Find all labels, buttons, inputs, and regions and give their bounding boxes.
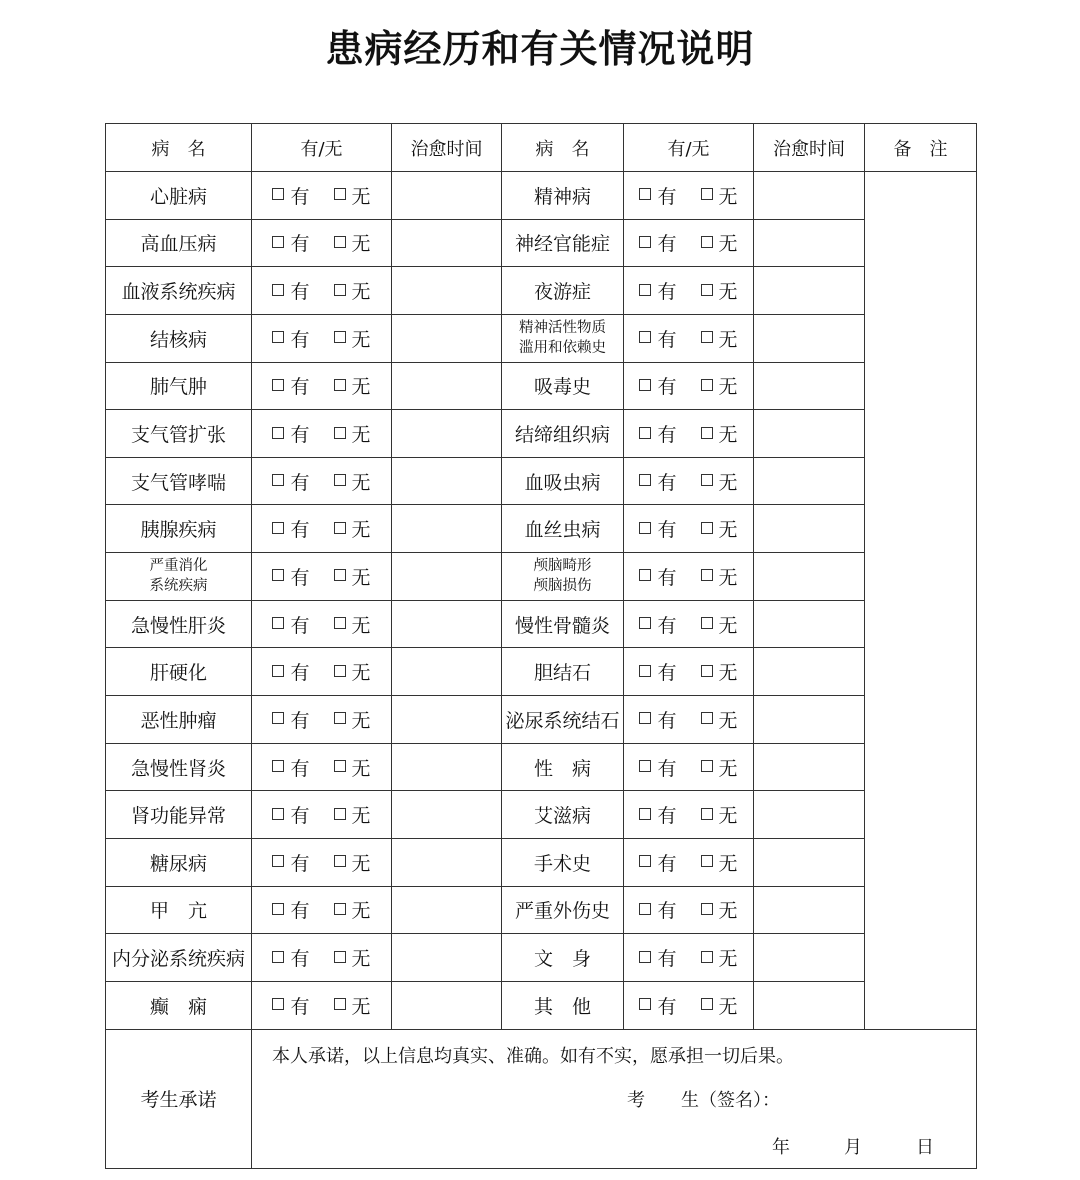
no-label: 无 [718, 566, 738, 589]
yes-no-right [624, 457, 754, 505]
table-row [106, 648, 977, 696]
disease-name-right: 结缔组织病 [502, 410, 624, 458]
no-checkbox[interactable] [334, 522, 346, 534]
promise-content [252, 1029, 977, 1168]
yes-no-left [252, 648, 392, 696]
no-checkbox[interactable] [334, 569, 346, 581]
yes-label: 有 [657, 614, 677, 637]
cure-time-left[interactable] [392, 457, 502, 505]
yes-checkbox[interactable] [272, 284, 284, 296]
yes-checkbox[interactable] [272, 427, 284, 439]
table-row [106, 981, 977, 1029]
disease-name-left: 糖尿病 [106, 838, 252, 886]
yes-label: 有 [657, 709, 677, 732]
no-label: 无 [351, 328, 371, 351]
no-checkbox[interactable] [334, 188, 346, 200]
cure-time-left[interactable] [392, 219, 502, 267]
no-label: 无 [718, 900, 738, 923]
no-label: 无 [351, 566, 371, 589]
disease-name-right: 血丝虫病 [502, 505, 624, 553]
header-cure-time: 治愈时间 [392, 124, 502, 172]
yes-checkbox[interactable] [639, 474, 651, 486]
yes-checkbox[interactable] [639, 855, 651, 867]
no-checkbox[interactable] [701, 855, 713, 867]
no-label: 无 [351, 233, 371, 256]
cure-time-right[interactable] [754, 267, 865, 315]
no-checkbox[interactable] [334, 808, 346, 820]
no-checkbox[interactable] [701, 427, 713, 439]
yes-label: 有 [657, 471, 677, 494]
table-row [106, 219, 977, 267]
disease-name-left: 肾功能异常 [106, 791, 252, 839]
yes-label: 有 [290, 805, 310, 828]
cure-time-right[interactable] [754, 505, 865, 553]
table-row [106, 505, 977, 553]
signature-label[interactable]: 考 生（签名）： [627, 1089, 780, 1111]
yes-checkbox[interactable] [639, 427, 651, 439]
disease-name-right: 夜游症 [502, 267, 624, 315]
yes-no-right [624, 743, 754, 791]
yes-no-left [252, 886, 392, 934]
disease-name-left: 血液系统疾病 [106, 267, 252, 315]
cure-time-left[interactable] [392, 981, 502, 1029]
no-checkbox[interactable] [701, 903, 713, 915]
disease-name-right: 泌尿系统结石 [502, 696, 624, 744]
yes-no-left [252, 838, 392, 886]
yes-label: 有 [290, 281, 310, 304]
yes-checkbox[interactable] [639, 808, 651, 820]
cure-time-right[interactable] [754, 934, 865, 982]
no-label: 无 [718, 995, 738, 1018]
yes-checkbox[interactable] [639, 760, 651, 772]
disease-name-left: 支气管扩张 [106, 410, 252, 458]
cure-time-right[interactable] [754, 410, 865, 458]
cure-time-left[interactable] [392, 172, 502, 220]
yes-checkbox[interactable] [639, 236, 651, 248]
no-label: 无 [718, 471, 738, 494]
yes-label: 有 [290, 233, 310, 256]
yes-label: 有 [657, 995, 677, 1018]
no-label: 无 [351, 471, 371, 494]
cure-time-left[interactable] [392, 696, 502, 744]
yes-no-right [624, 267, 754, 315]
yes-no-right [624, 600, 754, 648]
yes-checkbox[interactable] [639, 284, 651, 296]
no-checkbox[interactable] [334, 665, 346, 677]
table-row [106, 553, 977, 601]
yes-label: 有 [290, 995, 310, 1018]
cure-time-right[interactable] [754, 791, 865, 839]
yes-label: 有 [657, 233, 677, 256]
yes-checkbox[interactable] [272, 855, 284, 867]
date-label[interactable]: 年 月 日 [772, 1136, 934, 1158]
yes-label: 有 [290, 471, 310, 494]
yes-checkbox[interactable] [272, 712, 284, 724]
table-row [106, 743, 977, 791]
cure-time-right[interactable] [754, 648, 865, 696]
header-remarks: 备 注 [865, 124, 977, 172]
yes-label: 有 [657, 566, 677, 589]
no-checkbox[interactable] [334, 903, 346, 915]
header-disease-name: 病 名 [106, 124, 252, 172]
yes-checkbox[interactable] [272, 903, 284, 915]
yes-checkbox[interactable] [272, 665, 284, 677]
yes-no-left [252, 457, 392, 505]
cure-time-right[interactable] [754, 314, 865, 362]
cure-time-right[interactable] [754, 743, 865, 791]
yes-checkbox[interactable] [639, 665, 651, 677]
table-row [106, 791, 977, 839]
yes-no-right [624, 838, 754, 886]
yes-label: 有 [657, 852, 677, 875]
no-label: 无 [718, 948, 738, 971]
no-checkbox[interactable] [701, 712, 713, 724]
no-label: 无 [718, 185, 738, 208]
no-checkbox[interactable] [701, 379, 713, 391]
table-row [106, 172, 977, 220]
disease-name-right: 性 病 [502, 743, 624, 791]
no-label: 无 [351, 995, 371, 1018]
disease-name-left: 心脏病 [106, 172, 252, 220]
yes-no-right [624, 886, 754, 934]
yes-no-left [252, 600, 392, 648]
yes-no-left [252, 553, 392, 601]
no-checkbox[interactable] [334, 427, 346, 439]
disease-name-right: 文 身 [502, 934, 624, 982]
yes-checkbox[interactable] [272, 188, 284, 200]
header-yes-no-2: 有/无 [624, 124, 754, 172]
no-label: 无 [351, 424, 371, 447]
no-label: 无 [718, 233, 738, 256]
header-yes-no: 有/无 [252, 124, 392, 172]
yes-checkbox[interactable] [639, 379, 651, 391]
no-checkbox[interactable] [334, 998, 346, 1010]
table-row [106, 696, 977, 744]
disease-name-left: 结核病 [106, 314, 252, 362]
no-label: 无 [718, 424, 738, 447]
cure-time-left[interactable] [392, 648, 502, 696]
yes-checkbox[interactable] [639, 951, 651, 963]
yes-no-left [252, 505, 392, 553]
no-checkbox[interactable] [701, 284, 713, 296]
no-checkbox[interactable] [334, 379, 346, 391]
disease-name-right: 精神病 [502, 172, 624, 220]
disease-name-left: 高血压病 [106, 219, 252, 267]
no-label: 无 [351, 805, 371, 828]
no-label: 无 [351, 900, 371, 923]
table-row [106, 410, 977, 458]
cure-time-right[interactable] [754, 172, 865, 220]
no-label: 无 [351, 519, 371, 542]
cure-time-left[interactable] [392, 410, 502, 458]
remarks-cell[interactable] [865, 172, 977, 1030]
yes-no-left [252, 362, 392, 410]
cure-time-left[interactable] [392, 314, 502, 362]
cure-time-right[interactable] [754, 696, 865, 744]
no-checkbox[interactable] [701, 998, 713, 1010]
disease-name-left: 急慢性肾炎 [106, 743, 252, 791]
no-label: 无 [718, 376, 738, 399]
cure-time-left[interactable] [392, 505, 502, 553]
disease-name-left: 癫 痫 [106, 981, 252, 1029]
cure-time-left[interactable] [392, 743, 502, 791]
cure-time-right[interactable] [754, 362, 865, 410]
disease-name-left: 肝硬化 [106, 648, 252, 696]
yes-label: 有 [657, 281, 677, 304]
yes-label: 有 [657, 757, 677, 780]
no-checkbox[interactable] [701, 665, 713, 677]
yes-label: 有 [290, 566, 310, 589]
no-checkbox[interactable] [334, 284, 346, 296]
yes-no-right [624, 981, 754, 1029]
disease-name-left: 恶性肿瘤 [106, 696, 252, 744]
no-checkbox[interactable] [701, 808, 713, 820]
yes-no-left [252, 172, 392, 220]
promise-label: 考生承诺 [106, 1029, 252, 1168]
table-row [106, 838, 977, 886]
disease-name-left: 肺气肿 [106, 362, 252, 410]
yes-label: 有 [290, 328, 310, 351]
yes-no-right [624, 362, 754, 410]
yes-no-left [252, 219, 392, 267]
no-checkbox[interactable] [701, 331, 713, 343]
no-checkbox[interactable] [334, 760, 346, 772]
yes-no-left [252, 743, 392, 791]
disease-name-right: 神经官能症 [502, 219, 624, 267]
no-label: 无 [718, 519, 738, 542]
yes-no-left [252, 934, 392, 982]
yes-label: 有 [290, 376, 310, 399]
disease-name-left: 胰腺疾病 [106, 505, 252, 553]
cure-time-left[interactable] [392, 267, 502, 315]
yes-checkbox[interactable] [272, 569, 284, 581]
no-label: 无 [351, 662, 371, 685]
yes-label: 有 [290, 948, 310, 971]
yes-checkbox[interactable] [639, 998, 651, 1010]
no-checkbox[interactable] [334, 331, 346, 343]
yes-checkbox[interactable] [639, 712, 651, 724]
no-label: 无 [351, 281, 371, 304]
yes-label: 有 [657, 948, 677, 971]
yes-label: 有 [657, 328, 677, 351]
disease-name-right: 血吸虫病 [502, 457, 624, 505]
no-checkbox[interactable] [701, 951, 713, 963]
table-row [106, 314, 977, 362]
no-label: 无 [351, 757, 371, 780]
yes-label: 有 [657, 662, 677, 685]
header-cure-time-2: 治愈时间 [754, 124, 865, 172]
yes-label: 有 [290, 662, 310, 685]
disease-name-left: 甲 亢 [106, 886, 252, 934]
yes-no-right [624, 314, 754, 362]
form-title: 患病经历和有关情况说明 [325, 26, 755, 71]
cure-time-right[interactable] [754, 886, 865, 934]
cure-time-right[interactable] [754, 457, 865, 505]
yes-label: 有 [290, 185, 310, 208]
no-checkbox[interactable] [334, 617, 346, 629]
yes-no-left [252, 791, 392, 839]
cure-time-left[interactable] [392, 886, 502, 934]
cure-time-right[interactable] [754, 838, 865, 886]
yes-checkbox[interactable] [272, 522, 284, 534]
yes-no-right [624, 648, 754, 696]
no-checkbox[interactable] [701, 236, 713, 248]
yes-checkbox[interactable] [272, 760, 284, 772]
disease-name-left: 急慢性肝炎 [106, 600, 252, 648]
no-checkbox[interactable] [701, 188, 713, 200]
yes-checkbox[interactable] [272, 998, 284, 1010]
no-checkbox[interactable] [701, 569, 713, 581]
disease-name-right: 胆结石 [502, 648, 624, 696]
no-checkbox[interactable] [701, 474, 713, 486]
disease-name-right: 其 他 [502, 981, 624, 1029]
disease-name-right: 颅脑畸形 颅脑损伤 [502, 553, 624, 601]
no-checkbox[interactable] [334, 855, 346, 867]
yes-label: 有 [290, 900, 310, 923]
yes-no-left [252, 314, 392, 362]
table-row [106, 886, 977, 934]
no-label: 无 [351, 709, 371, 732]
yes-checkbox[interactable] [272, 951, 284, 963]
no-label: 无 [718, 662, 738, 685]
disease-name-right: 严重外伤史 [502, 886, 624, 934]
yes-label: 有 [657, 519, 677, 542]
table-row [106, 362, 977, 410]
cure-time-left[interactable] [392, 838, 502, 886]
no-label: 无 [718, 805, 738, 828]
yes-label: 有 [657, 424, 677, 447]
table-row [106, 934, 977, 982]
no-label: 无 [351, 948, 371, 971]
disease-name-left: 支气管哮喘 [106, 457, 252, 505]
no-checkbox[interactable] [334, 236, 346, 248]
promise-row [106, 1029, 977, 1168]
yes-label: 有 [290, 709, 310, 732]
yes-no-right [624, 219, 754, 267]
yes-no-right [624, 172, 754, 220]
yes-label: 有 [290, 614, 310, 637]
yes-label: 有 [657, 185, 677, 208]
header-disease-name-2: 病 名 [502, 124, 624, 172]
yes-checkbox[interactable] [639, 522, 651, 534]
no-label: 无 [718, 757, 738, 780]
yes-no-right [624, 791, 754, 839]
no-label: 无 [718, 852, 738, 875]
yes-no-right [624, 410, 754, 458]
no-label: 无 [718, 614, 738, 637]
yes-label: 有 [290, 424, 310, 447]
disease-name-right: 吸毒史 [502, 362, 624, 410]
cure-time-right[interactable] [754, 553, 865, 601]
yes-checkbox[interactable] [272, 808, 284, 820]
yes-no-right [624, 696, 754, 744]
cure-time-right[interactable] [754, 219, 865, 267]
promise-text: 本人承诺，以上信息均真实、准确。如有不实，愿承担一切后果。 [272, 1045, 794, 1067]
yes-checkbox[interactable] [639, 903, 651, 915]
disease-name-right: 慢性骨髓炎 [502, 600, 624, 648]
no-label: 无 [351, 614, 371, 637]
yes-no-left [252, 696, 392, 744]
disease-name-right: 艾滋病 [502, 791, 624, 839]
no-label: 无 [718, 328, 738, 351]
cure-time-left[interactable] [392, 362, 502, 410]
cure-time-right[interactable] [754, 981, 865, 1029]
yes-checkbox[interactable] [272, 236, 284, 248]
yes-label: 有 [290, 852, 310, 875]
yes-no-left [252, 981, 392, 1029]
yes-checkbox[interactable] [639, 188, 651, 200]
table-row [106, 600, 977, 648]
header-row [106, 124, 977, 172]
no-checkbox[interactable] [334, 712, 346, 724]
disease-name-left: 严重消化 系统疾病 [106, 553, 252, 601]
table-row [106, 267, 977, 315]
yes-label: 有 [290, 757, 310, 780]
yes-no-left [252, 410, 392, 458]
no-label: 无 [351, 185, 371, 208]
no-checkbox[interactable] [334, 951, 346, 963]
cure-time-left[interactable] [392, 791, 502, 839]
no-checkbox[interactable] [701, 617, 713, 629]
disease-name-right: 手术史 [502, 838, 624, 886]
yes-checkbox[interactable] [272, 331, 284, 343]
cure-time-left[interactable] [392, 600, 502, 648]
medical-history-table [105, 123, 977, 1169]
yes-label: 有 [290, 519, 310, 542]
cure-time-left[interactable] [392, 553, 502, 601]
disease-name-right: 精神活性物质 滥用和依赖史 [502, 314, 624, 362]
no-checkbox[interactable] [701, 522, 713, 534]
yes-checkbox[interactable] [272, 474, 284, 486]
yes-checkbox[interactable] [639, 617, 651, 629]
yes-no-right [624, 934, 754, 982]
yes-checkbox[interactable] [272, 617, 284, 629]
no-checkbox[interactable] [334, 474, 346, 486]
yes-label: 有 [657, 376, 677, 399]
cure-time-left[interactable] [392, 934, 502, 982]
table-row [106, 457, 977, 505]
disease-name-left: 内分泌系统疾病 [106, 934, 252, 982]
yes-label: 有 [657, 900, 677, 923]
no-label: 无 [718, 709, 738, 732]
yes-no-left [252, 267, 392, 315]
yes-no-right [624, 505, 754, 553]
yes-checkbox[interactable] [639, 569, 651, 581]
yes-label: 有 [657, 805, 677, 828]
yes-no-right [624, 553, 754, 601]
yes-checkbox[interactable] [272, 379, 284, 391]
yes-checkbox[interactable] [639, 331, 651, 343]
no-label: 无 [351, 376, 371, 399]
no-label: 无 [351, 852, 371, 875]
no-label: 无 [718, 281, 738, 304]
cure-time-right[interactable] [754, 600, 865, 648]
no-checkbox[interactable] [701, 760, 713, 772]
